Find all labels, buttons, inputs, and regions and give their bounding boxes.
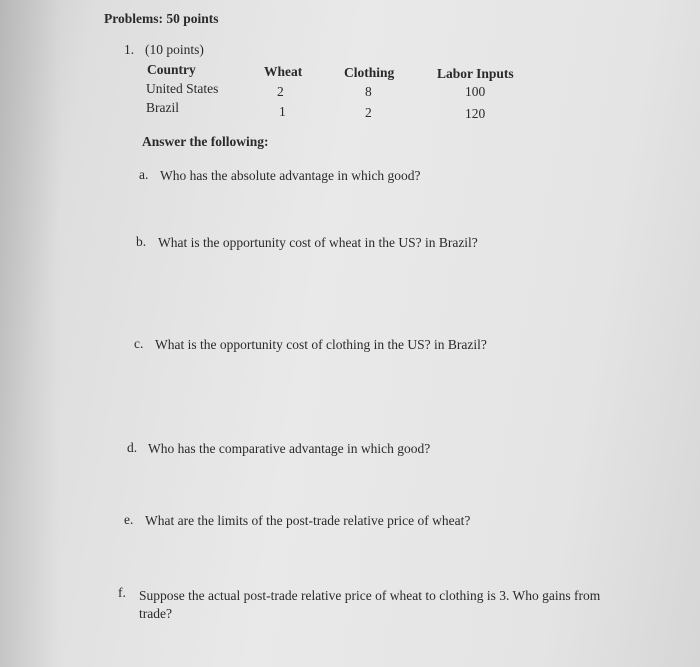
question-f-letter: f.	[118, 585, 126, 600]
table-header-country: Country	[147, 62, 196, 77]
table-cell-labor-us: 100	[465, 84, 486, 99]
table-header-wheat: Wheat	[264, 64, 303, 79]
question-b-letter: b.	[136, 234, 147, 249]
table-header-labor-inputs: Labor Inputs	[437, 66, 514, 81]
question-c-letter: c.	[134, 336, 144, 351]
question-e-text: What are the limits of the post-trade relative price of wheat?	[145, 513, 471, 528]
question-d-letter: d.	[127, 440, 138, 455]
table-cell-wheat-us: 2	[277, 84, 284, 99]
table-cell-country-us: United States	[146, 81, 219, 96]
question-e-letter: e.	[124, 512, 134, 527]
table-cell-clothing-brazil: 2	[365, 105, 372, 120]
question-f-text-continued: trade?	[139, 606, 172, 621]
question-a-text: Who has the absolute advantage in which good?	[160, 168, 421, 183]
table-cell-clothing-us: 8	[365, 84, 372, 99]
problem-number: 1.	[124, 42, 135, 57]
question-b-text: What is the opportunity cost of wheat in the US? in Brazil?	[158, 235, 478, 250]
problem-points: (10 points)	[145, 42, 204, 57]
answer-prompt: Answer the following:	[142, 134, 269, 149]
section-heading: Problems: 50 points	[104, 11, 219, 26]
table-cell-wheat-brazil: 1	[279, 104, 286, 119]
table-cell-labor-brazil: 120	[465, 106, 486, 121]
question-f-text: Suppose the actual post-trade relative price of wheat to clothing is 3. Who gains from	[139, 588, 601, 603]
question-c-text: What is the opportunity cost of clothing in the US? in Brazil?	[155, 337, 487, 352]
table-header-clothing: Clothing	[344, 65, 395, 80]
table-cell-country-brazil: Brazil	[146, 100, 179, 115]
question-d-text: Who has the comparative advantage in which good?	[148, 441, 431, 456]
question-a-letter: a.	[139, 167, 149, 182]
